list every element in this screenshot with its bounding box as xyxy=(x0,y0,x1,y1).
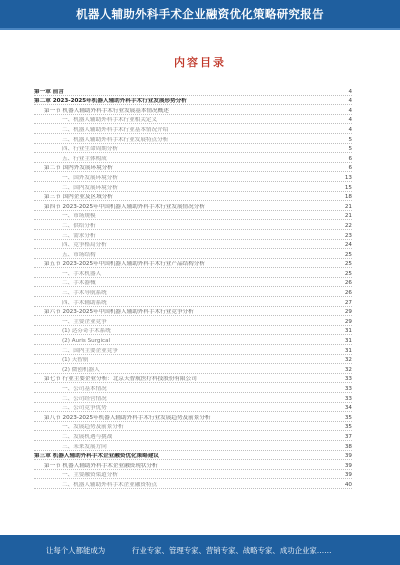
toc-entry-label: 一、发展趋势及前景分析 xyxy=(62,424,124,431)
toc-page-number: 13 xyxy=(344,174,352,181)
toc-row[interactable] xyxy=(34,374,352,384)
toc-row[interactable] xyxy=(34,287,352,297)
toc-entry-label: 三、公司竞争优势 xyxy=(62,405,107,412)
toc-row[interactable] xyxy=(34,134,352,144)
toc-row[interactable] xyxy=(34,297,352,307)
toc-entry-label: 一、机器人辅助外科手术行业相关定义 xyxy=(62,117,158,124)
toc-page-number: 21 xyxy=(344,213,352,220)
toc-entry-label: 第二章 2023-2025年机器人辅助外科手术行业发展形势分析 xyxy=(34,98,187,105)
toc-row[interactable] xyxy=(34,441,352,451)
toc-entry-label: 一、市场规模 xyxy=(62,213,96,220)
toc-page-number: 39 xyxy=(344,462,352,469)
toc-entry-label: 三、需求分析 xyxy=(62,232,96,239)
toc-page-number: 5 xyxy=(348,136,352,143)
toc-page-number: 4 xyxy=(348,88,352,95)
toc-row[interactable] xyxy=(34,153,352,163)
toc-entry-label: 四、竞争格局分析 xyxy=(62,242,107,249)
toc-entry-label: 第三章 机器人辅助外科手术企业融资优化策略建议 xyxy=(34,453,160,460)
toc-entry-label: 二、手术器械 xyxy=(62,280,96,287)
report-header xyxy=(0,0,400,28)
toc-row[interactable] xyxy=(34,451,352,461)
toc-heading: 内容目录 xyxy=(174,56,226,69)
toc-page-number: 40 xyxy=(344,481,352,488)
toc-entry-label: 二、公司经营情况 xyxy=(62,395,107,402)
toc-row[interactable] xyxy=(34,470,352,480)
toc-entry-label: 四、手术辅助系统 xyxy=(62,299,107,306)
toc-row[interactable] xyxy=(34,201,352,211)
toc-row[interactable] xyxy=(34,259,352,269)
toc-page-number: 25 xyxy=(344,251,352,258)
toc-page-number: 39 xyxy=(344,472,352,479)
toc-entry-label: (1) 天智航 xyxy=(62,357,89,364)
toc-page-number: 35 xyxy=(344,414,352,421)
toc-page-number: 29 xyxy=(344,318,352,325)
toc-page-number: 25 xyxy=(344,270,352,277)
toc-entry-label: 二、供给分析 xyxy=(62,222,96,229)
toc-page-number: 29 xyxy=(344,309,352,316)
toc-entry-label: 二、机器人辅助外科手术行业基本情况介绍 xyxy=(62,126,169,133)
toc-row[interactable] xyxy=(34,355,352,365)
toc-entry-label: 一、主要融资渠道分析 xyxy=(62,472,118,479)
toc-entry-label: (2) Auris Surgical xyxy=(62,338,111,345)
toc-page-number: 38 xyxy=(344,443,352,450)
toc-page-number: 4 xyxy=(348,117,352,124)
toc-page-number: 31 xyxy=(344,347,352,354)
toc-row[interactable] xyxy=(34,307,352,317)
toc-page-number: 27 xyxy=(344,299,352,306)
toc-entry-label: 五、市场结构 xyxy=(62,251,96,258)
toc-row[interactable] xyxy=(34,268,352,278)
toc-entry-label: 一、国外发展环境分析 xyxy=(62,174,118,181)
toc-row[interactable] xyxy=(34,144,352,154)
toc-row[interactable] xyxy=(34,182,352,192)
toc-row[interactable] xyxy=(34,335,352,345)
footer-slogan-left: 让每个人都能成为 xyxy=(46,545,106,555)
toc-entry-label: 第一节 机器人辅助外科手术行业发展基本情况概述 xyxy=(44,107,169,114)
toc-entry-label: 第四节 2023-2025年中国机器人辅助外科手术行业发展情况分析 xyxy=(44,203,205,210)
toc-row[interactable] xyxy=(34,96,352,106)
toc-entry-label: 第八节 2023-2025年机器人辅助外科手术行业发展趋势及前景分析 xyxy=(44,414,211,421)
toc-entry-label: 第三节 国内企业及区域分析 xyxy=(44,194,113,201)
toc-entry-label: (2) 微创机器人 xyxy=(62,366,100,373)
toc-page-number: 4 xyxy=(348,98,352,105)
toc-page-number: 31 xyxy=(344,338,352,345)
toc-entry-label: 三、未来发展方向 xyxy=(62,443,107,450)
toc-entry-label: 第七节 行业主要企业分析：北京天智航医疗科技股份有限公司 xyxy=(44,376,197,383)
toc-page-number: 6 xyxy=(348,165,352,172)
toc-row[interactable] xyxy=(34,364,352,374)
toc-page-number: 5 xyxy=(348,146,352,153)
toc-entry-label: 二、国内主要企业竞争 xyxy=(62,347,118,354)
toc-page-number: 24 xyxy=(344,242,352,249)
report-title: 机器人辅助外科手术企业融资优化策略研究报告 xyxy=(76,7,324,21)
toc-row[interactable] xyxy=(34,124,352,134)
toc-page-number: 33 xyxy=(344,395,352,402)
toc-row[interactable] xyxy=(34,230,352,240)
toc-page-number: 18 xyxy=(344,194,352,201)
toc-page-number: 21 xyxy=(344,203,352,210)
toc-page-number: 33 xyxy=(344,376,352,383)
toc-row[interactable] xyxy=(34,105,352,115)
footer-slogan-right: 行业专家、管理专家、营销专家、战略专家、成功企业家…… xyxy=(132,545,332,555)
toc-entry-label: 五、行业主体构成 xyxy=(62,155,107,162)
toc-row[interactable] xyxy=(34,316,352,326)
toc-row[interactable] xyxy=(34,479,352,489)
toc-page-number: 32 xyxy=(344,366,352,373)
toc-entry-label: 三、手术导航系统 xyxy=(62,290,107,297)
toc-row[interactable] xyxy=(34,393,352,403)
toc-row[interactable] xyxy=(34,326,352,336)
toc-page-number: 4 xyxy=(348,107,352,114)
toc-page-number: 25 xyxy=(344,261,352,268)
toc-page-number: 39 xyxy=(344,453,352,460)
toc-row[interactable] xyxy=(34,422,352,432)
toc-row[interactable] xyxy=(34,431,352,441)
toc-entry-label: 二、机器人辅助外科手术企业融资特点 xyxy=(62,481,158,488)
toc-entry-label: 第六节 2023-2025年中国机器人辅助外科手术行业竞争分析 xyxy=(44,309,194,316)
toc-entry-label: 二、发展机遇与挑战 xyxy=(62,433,113,440)
report-footer xyxy=(0,535,400,565)
toc-page-number: 6 xyxy=(348,155,352,162)
toc-entry-label: 一、公司基本情况 xyxy=(62,386,107,392)
toc-page-number: 15 xyxy=(344,184,352,191)
toc-page-number: 31 xyxy=(344,328,352,335)
toc-entry-label: (1) 达芬奇手术系统 xyxy=(62,328,111,335)
header-divider xyxy=(0,28,400,30)
toc-page-number: 23 xyxy=(344,232,352,239)
toc-entry-label: 二、国内发展环境分析 xyxy=(62,184,118,191)
toc-row[interactable] xyxy=(34,240,352,250)
toc-row[interactable] xyxy=(34,115,352,125)
toc-row[interactable] xyxy=(34,192,352,202)
toc-page-number: 26 xyxy=(344,290,352,297)
toc-row[interactable] xyxy=(34,460,352,470)
toc-row[interactable] xyxy=(34,345,352,355)
toc-row[interactable] xyxy=(34,172,352,182)
toc-row[interactable] xyxy=(34,220,352,230)
toc-row[interactable] xyxy=(34,403,352,413)
toc-entry-label: 四、行业生命周期分析 xyxy=(62,146,118,153)
toc-entry-label: 第五节 2023-2025年中国机器人辅助外科手术行业产品结构分析 xyxy=(44,261,205,268)
toc-entry-label: 第一章 前言 xyxy=(34,88,64,95)
toc-row[interactable] xyxy=(34,412,352,422)
toc-row[interactable] xyxy=(34,278,352,288)
toc-entry-label: 第一节 机器人辅助外科手术企业融资现状分析 xyxy=(44,462,158,469)
toc-page-number: 35 xyxy=(344,424,352,431)
toc-row[interactable] xyxy=(34,86,352,96)
toc-page-number: 4 xyxy=(348,126,352,133)
toc-row[interactable] xyxy=(34,163,352,173)
toc-page-number: 32 xyxy=(344,357,352,364)
toc-entry-label: 一、主要企业竞争 xyxy=(62,318,107,325)
toc-row[interactable] xyxy=(34,383,352,393)
toc-page-number: 34 xyxy=(344,405,352,412)
toc-entry-label: 三、机器人辅助外科手术行业发展特点分析 xyxy=(62,136,169,143)
toc-row[interactable] xyxy=(34,211,352,221)
toc-page-number: 33 xyxy=(344,386,352,392)
toc-page-number: 22 xyxy=(344,222,352,229)
table-of-contents xyxy=(34,86,352,489)
toc-row[interactable] xyxy=(34,249,352,259)
toc-entry-label: 第二节 国内外发展环境分析 xyxy=(44,165,113,172)
toc-page-number: 26 xyxy=(344,280,352,287)
toc-entry-label: 一、手术机器人 xyxy=(62,270,102,277)
toc-page-number: 37 xyxy=(344,433,352,440)
